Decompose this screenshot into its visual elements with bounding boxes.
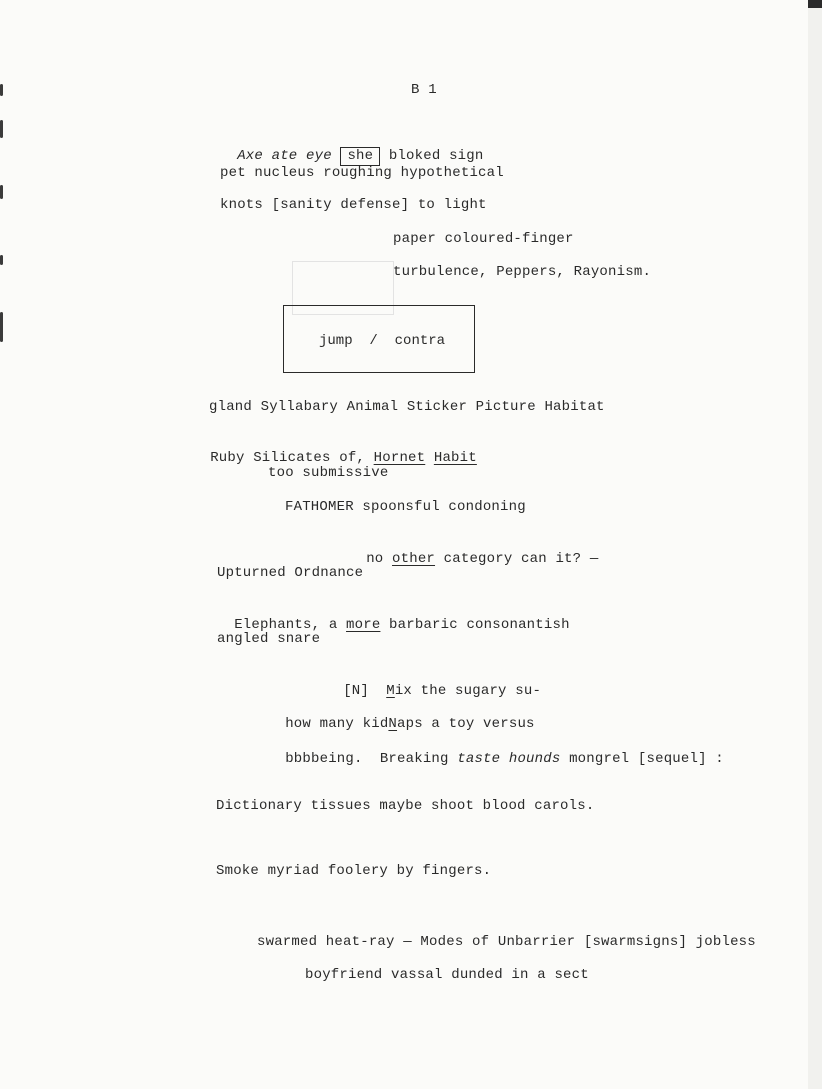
poem-text: barbaric consonantish bbox=[389, 617, 570, 633]
poem-line-3: knots [sanity defense] to light bbox=[220, 197, 487, 213]
boxed-word: she bbox=[340, 147, 380, 166]
poem-line-15 bbox=[268, 697, 535, 733]
poem-line-10 bbox=[349, 532, 598, 568]
poem-line-11: Upturned Ordnance bbox=[217, 565, 364, 581]
poem-text: no bbox=[366, 551, 384, 567]
poem-line-17: Dictionary tissues maybe shoot blood carols. bbox=[216, 798, 595, 814]
poem-line-9: FATHOMER spoonsful condoning bbox=[285, 499, 526, 515]
box-word-right: contra bbox=[394, 333, 446, 349]
page-label: B 1 bbox=[411, 82, 437, 98]
poem-text: Ruby Silicates of, bbox=[210, 450, 366, 466]
poem-text: how many kid bbox=[285, 716, 389, 732]
poem-line-5: turbulence, Peppers, Rayonism. bbox=[393, 264, 652, 280]
punch-mark bbox=[0, 255, 3, 265]
poem-line-1 bbox=[220, 129, 483, 166]
underlined-word: more bbox=[346, 617, 381, 633]
underlined-word: other bbox=[392, 551, 436, 567]
poem-text: [N] bbox=[343, 683, 370, 699]
page-edge bbox=[808, 0, 822, 1089]
poem-line-20: boyfriend vassal dunded in a sect bbox=[305, 967, 589, 983]
poem-line-6: gland Syllabary Animal Sticker Picture Habitat bbox=[209, 399, 605, 415]
boxed-phrase-text bbox=[319, 332, 445, 350]
italic-phrase: taste hounds bbox=[457, 751, 561, 767]
edge-mark bbox=[808, 0, 822, 8]
poem-line-14 bbox=[326, 664, 541, 700]
underlined-letter: M bbox=[386, 683, 395, 699]
punch-mark bbox=[0, 312, 3, 342]
underlined-letter: N bbox=[388, 716, 398, 732]
poem-text: bbbbeing. Breaking bbox=[285, 751, 449, 767]
poem-line-2: pet nucleus roughing hypothetical bbox=[220, 165, 504, 181]
poem-text: ix the sugary su- bbox=[394, 683, 542, 699]
punch-mark bbox=[0, 185, 3, 199]
box-separator: / bbox=[369, 333, 378, 349]
punch-mark bbox=[0, 120, 3, 138]
poem-text: aps a toy versus bbox=[397, 716, 535, 732]
poem-text: bloked sign bbox=[388, 148, 484, 164]
poem-line-13: angled snare bbox=[217, 631, 321, 647]
poem-line-4: paper coloured-finger bbox=[393, 231, 574, 247]
poem-line-18: Smoke myriad foolery by fingers. bbox=[216, 863, 492, 879]
poem-line-8: too submissive bbox=[268, 465, 389, 481]
box-word-left: jump bbox=[319, 333, 353, 349]
poem-line-19: swarmed heat-ray — Modes of Unbarrier [swarmsigns] jobless bbox=[257, 934, 756, 950]
poem-text: Axe ate eye bbox=[237, 148, 332, 164]
poem-line-12 bbox=[217, 598, 570, 634]
underlined-word: Hornet bbox=[373, 450, 426, 466]
poem-line-7 bbox=[193, 431, 477, 467]
poem-text: Elephants, a bbox=[234, 617, 338, 633]
underlined-word: Habit bbox=[433, 450, 477, 466]
poem-text: category can it? — bbox=[443, 551, 599, 567]
punch-mark bbox=[0, 84, 3, 96]
poem-line-16 bbox=[268, 732, 724, 768]
boxed-phrase bbox=[283, 305, 475, 373]
poem-text: mongrel [sequel] : bbox=[569, 751, 724, 767]
